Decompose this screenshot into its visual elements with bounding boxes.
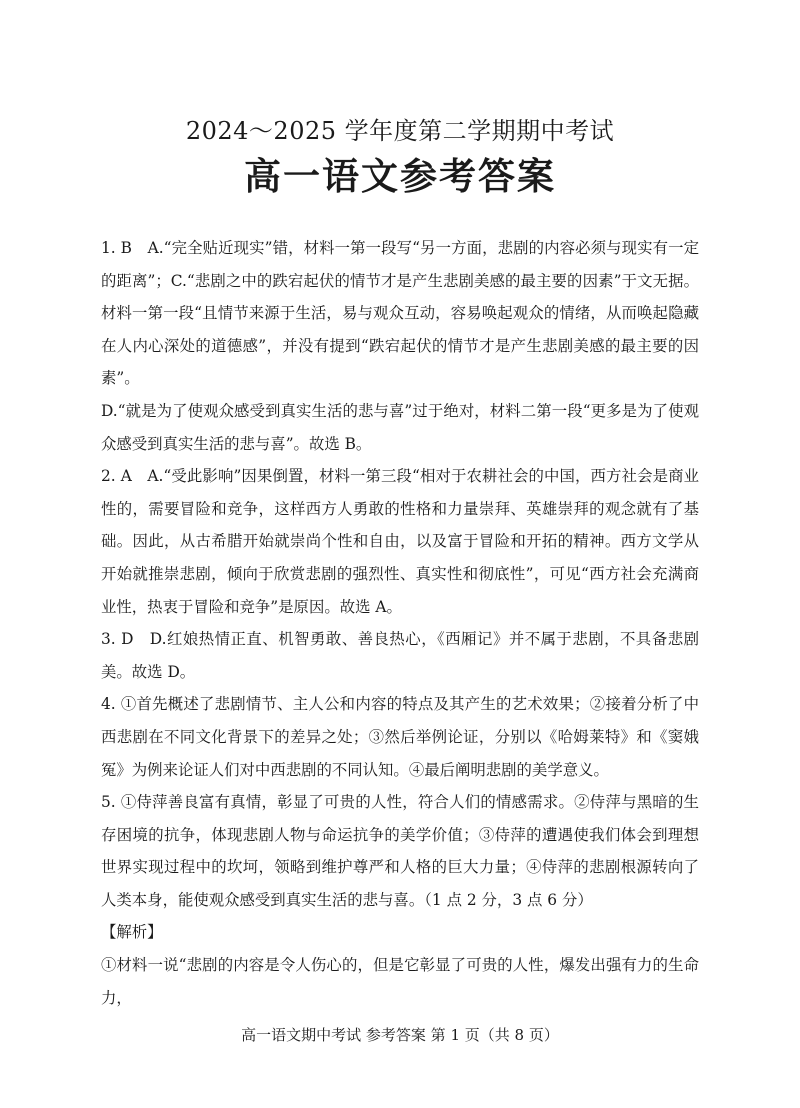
answer-q1: 1. B A.“完全贴近现实”错，材料一第一段写“另一方面，悲剧的内容必须与现实有一定的距离”；C.“悲剧之中的跌宕起伏的情节才是产生悲剧美感的最主要的因素”于文无据。材料一第一段“且情节来源于生活，易与观众互动，容易唤起观众的情绪，从而唤起隐藏在人内心深处的道德感”，并没有提到“跌宕起伏的情节才是产生悲剧美感的最主要的因素”。	[101, 239, 699, 388]
page-title: 高一语文参考答案	[244, 154, 556, 198]
analysis-point-1: ①材料一说“悲剧的内容是令人伤心的，但是它彰显了可贵的人性，爆发出强有力的生命力，	[101, 956, 699, 1007]
analysis-label: 【解析】	[101, 923, 163, 942]
exam-subtitle: 2024～2025 学年度第二学期期中考试	[185, 117, 615, 145]
answer-q5: 5. ①侍萍善良富有真情，彰显了可贵的人性，符合人们的情感需求。②侍萍与黑暗的生存困境的抗争，体现悲剧人物与命运抗争的美学价值；③侍萍的遭遇使我们体会到理想世界实现过程中的坎坷，领略到维护尊严和人格的巨大力量；④侍萍的悲剧根源转向了人类本身，能使观众感受到真实生活的悲与喜。（1 点 2 分，3 点 6 分）	[101, 793, 699, 909]
answer-content	[101, 232, 699, 1014]
answer-q3: 3. D D.红娘热情正直、机智勇敢、善良热心，《西厢记》并不属于悲剧，不具备悲剧美。故选 D。	[101, 630, 699, 681]
answer-q2: 2. A A.“受此影响”因果倒置，材料一第三段“相对于农耕社会的中国，西方社会是商业性的，需要冒险和竞争，这样西方人勇敢的性格和力量崇拜、英雄崇拜的观念就有了基础。因此，从古希腊开始就崇尚个性和自由，以及富于冒险和开拓的精神。西方文学从开始就推崇悲剧，倾向于欣赏悲剧的强烈性、真实性和彻底性”，可见“西方社会充满商业性，热衷于冒险和竞争”是原因。故选 A。	[101, 467, 699, 616]
answer-q4: 4. ①首先概述了悲剧情节、主人公和内容的特点及其产生的艺术效果；②接着分析了中西悲剧在不同文化背景下的差异之处；③然后举例论证，分别以《哈姆莱特》和《窦娥冤》为例来论证人们对中西悲剧的不同认知。④最后阐明悲剧的美学意义。	[101, 695, 699, 779]
answer-q1-continued: D.“就是为了使观众感受到真实生活的悲与喜”过于绝对，材料二第一段“更多是为了使观众感受到真实生活的悲与喜”。故选 B。	[101, 401, 699, 453]
page-footer: 高一语文期中考试 参考答案 第 1 页（共 8 页）	[241, 1026, 559, 1044]
